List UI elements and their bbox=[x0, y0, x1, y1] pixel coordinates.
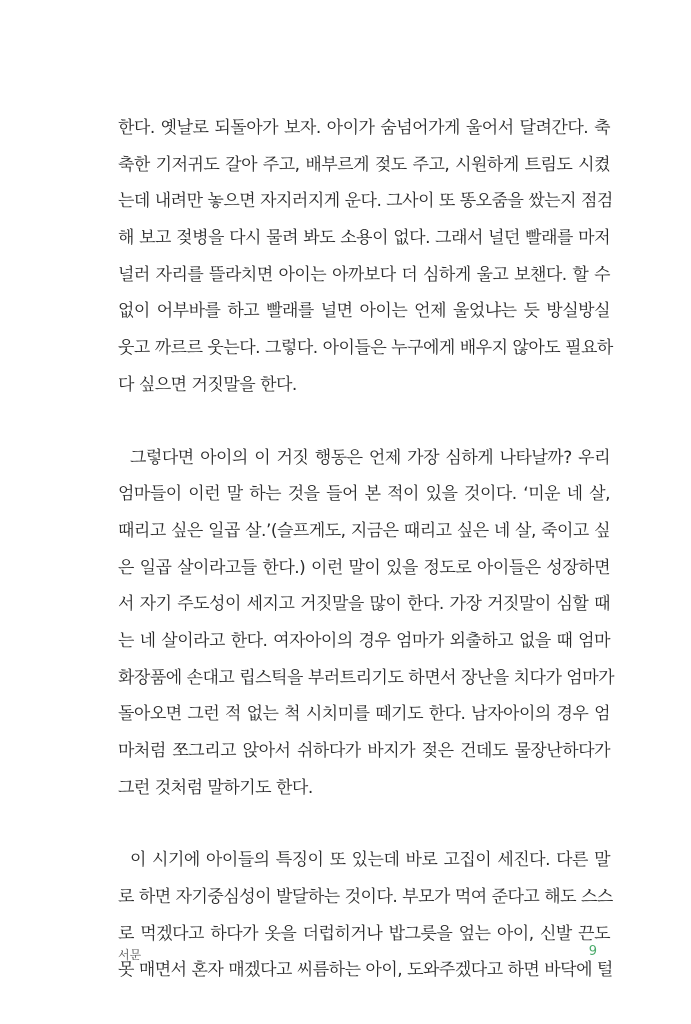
text-line: 마처럼 쪼그리고 앉아서 쉬하다가 바지가 젖은 건데도 물장난하다가 bbox=[118, 741, 610, 761]
paragraph-3 bbox=[118, 842, 613, 989]
text-line: 못 매면서 혼자 매겠다고 씨름하는 아이, 도와주겠다고 하면 바닥에 털 bbox=[118, 960, 613, 981]
text-line: 는 네 살이라고 한다. 여자아이의 경우 엄마가 외출하고 없을 때 엄마 bbox=[118, 630, 610, 651]
paragraph-spacer bbox=[118, 404, 610, 440]
body-text bbox=[118, 110, 615, 989]
text-line: 다 싶으면 거짓말을 한다. bbox=[118, 374, 297, 395]
text-line: 그런 것처럼 말하기도 한다. bbox=[118, 777, 313, 798]
paragraph-2 bbox=[118, 440, 615, 807]
text-line: 은 일곱 살이라고들 한다.) 이런 말이 있을 정도로 아이들은 성장하면 bbox=[118, 557, 610, 578]
text-line: 때리고 싶은 일곱 살.’(슬프게도, 지금은 때리고 싶은 네 살, 죽이고 싶 bbox=[118, 520, 610, 541]
text-line: 그렇다면 아이의 이 거짓 행동은 언제 가장 심하게 나타날까? 우리 bbox=[130, 447, 610, 468]
running-footer-title: 서문 bbox=[118, 948, 142, 962]
text-line: 돌아오면 그런 적 없는 척 시치미를 떼기도 한다. 남자아이의 경우 엄 bbox=[118, 704, 610, 725]
text-line: 로 하면 자기중심성이 발달하는 것이다. 부모가 먹여 준다고 해도 스스 bbox=[118, 887, 613, 908]
text-line: 는데 내려만 놓으면 자지러지게 운다. 그사이 또 똥오줌을 쌌는지 점검 bbox=[118, 191, 613, 212]
text-line: 해 보고 젖병을 다시 물려 봐도 소용이 없다. 그래서 널던 빨래를 마저 bbox=[118, 228, 610, 249]
text-line: 서 자기 주도성이 세지고 거짓말을 많이 한다. 가장 거짓말이 심할 때 bbox=[118, 594, 610, 615]
page-number: 9 bbox=[588, 944, 597, 959]
text-line: 이 시기에 아이들의 특징이 또 있는데 바로 고집이 세진다. 다른 말 bbox=[130, 850, 610, 871]
text-line: 로 먹겠다고 하다가 옷을 더럽히거나 밥그릇을 엎는 아이, 신발 끈도 bbox=[118, 923, 610, 944]
text-line: 없이 어부바를 하고 빨래를 널면 아이는 언제 울었냐는 듯 방실방실 bbox=[118, 301, 610, 322]
text-line: 웃고 까르르 웃는다. 그렇다. 아이들은 누구에게 배우지 않아도 필요하 bbox=[118, 338, 613, 359]
text-line: 널러 자리를 뜰라치면 아이는 아까보다 더 심하게 울고 보챈다. 할 수 bbox=[118, 264, 610, 285]
paragraph-1 bbox=[118, 110, 613, 404]
text-line: 화장품에 손대고 립스틱을 부러트리기도 하면서 장난을 치다가 엄마가 bbox=[118, 667, 615, 688]
text-line: 축한 기저귀도 갈아 주고, 배부르게 젖도 주고, 시원하게 트림도 시켰 bbox=[118, 154, 610, 175]
text-line: 한다. 옛날로 되돌아가 보자. 아이가 숨넘어가게 울어서 달려간다. 축 bbox=[118, 118, 610, 138]
text-line: 엄마들이 이런 말 하는 것을 들어 본 적이 있을 것이다. ‘미운 네 살, bbox=[118, 484, 610, 505]
paragraph-spacer bbox=[118, 806, 610, 842]
